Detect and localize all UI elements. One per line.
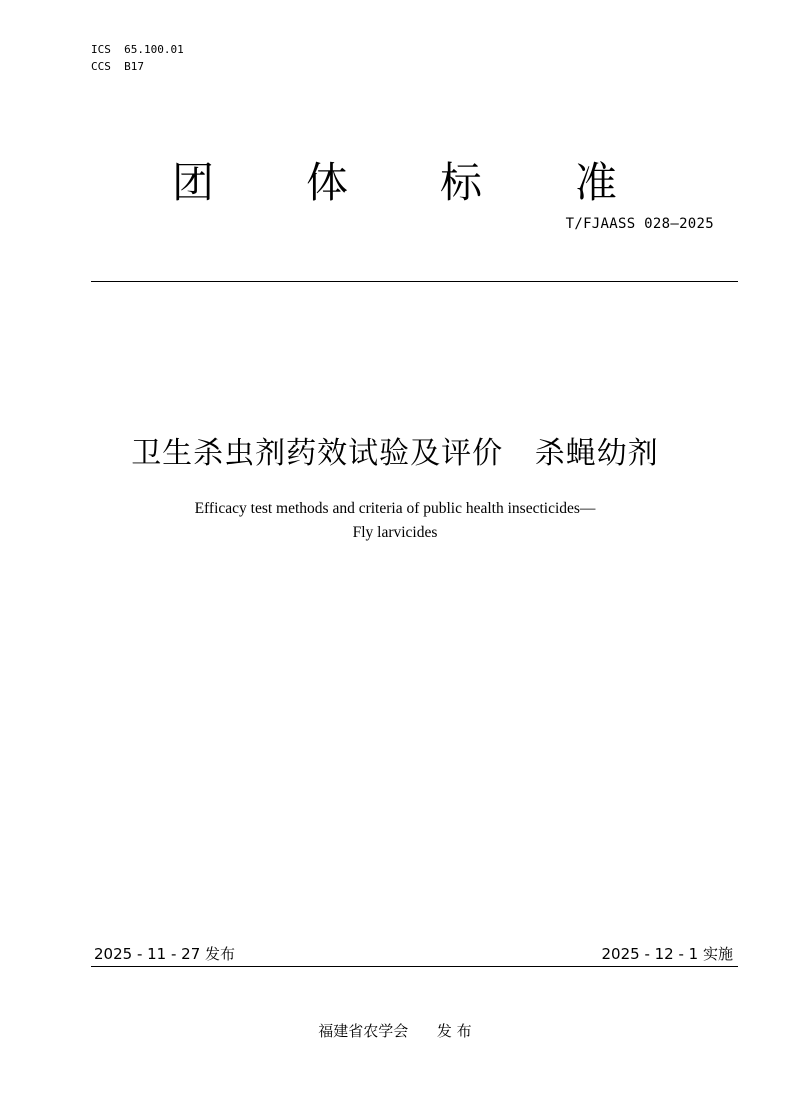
issuer: 福建省农学会 发 布 [318,1022,472,1040]
standard-number: T/FJAASS 028—2025 [565,216,714,232]
standard-type-char: 体 [306,158,349,207]
title-en-line2: Fly larvicides [352,524,438,541]
ics-code: ICS 65.100.01 [91,43,184,56]
footer-divider [91,966,738,967]
standard-type-heading [0,158,790,218]
classification-codes [91,41,184,75]
implement-date: 2025 - 12 - 1 实施 [601,945,733,963]
document-title-zh: 卫生杀虫剂药效试验及评价 杀蝇幼剂 [131,436,659,471]
ccs-code: CCS B17 [91,60,144,73]
standard-type-char: 团 [172,158,215,207]
title-en-line1: Efficacy test methods and criteria of public health insecticides— [194,500,596,517]
publish-date: 2025 - 11 - 27 发布 [94,945,236,963]
document-title-en [0,497,790,545]
standard-type-char: 标 [440,158,483,207]
date-row [91,943,738,967]
standard-type-char: 准 [575,158,618,207]
header-divider [91,281,738,282]
